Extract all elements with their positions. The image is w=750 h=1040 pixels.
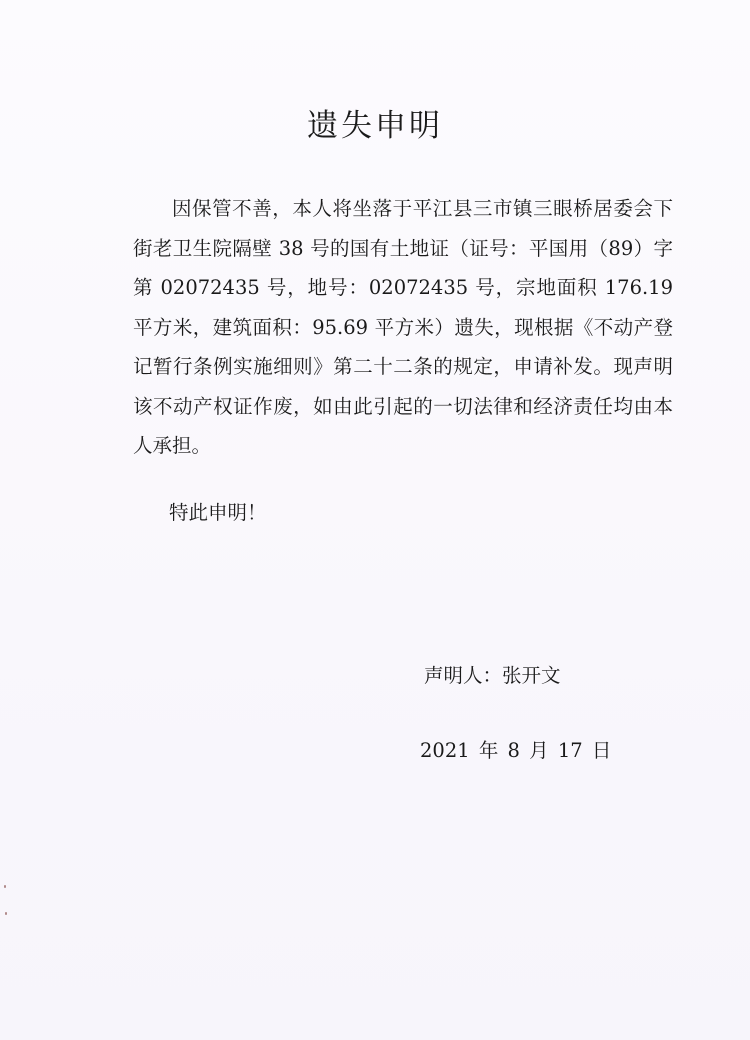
scan-speck xyxy=(4,885,6,888)
declaration-date: 2021 年 8 月 17 日 xyxy=(420,739,612,762)
declarant-signature-line: 声明人：张开文 xyxy=(424,664,561,687)
document-title: 遗失申明 xyxy=(307,108,443,144)
declaration-body: 因保管不善，本人将坐落于平江县三市镇三眼桥居委会下街老卫生院隔壁 38 号的国有土地证（证号：平国用（89）字第 02072435 号，地号：02072435 号，宗地面积 176.19 平方米，建筑面积：95.69 平方米）遗失，现根据《不动产登记暂行条例实施细则》第二十二条的规定，申请补发。现声明该不动产权证作废，如由此引起的一切法律和经济责任均由本人承担。 xyxy=(133,197,673,457)
closing-statement: 特此申明！ xyxy=(169,501,267,524)
scan-speck xyxy=(5,912,7,915)
